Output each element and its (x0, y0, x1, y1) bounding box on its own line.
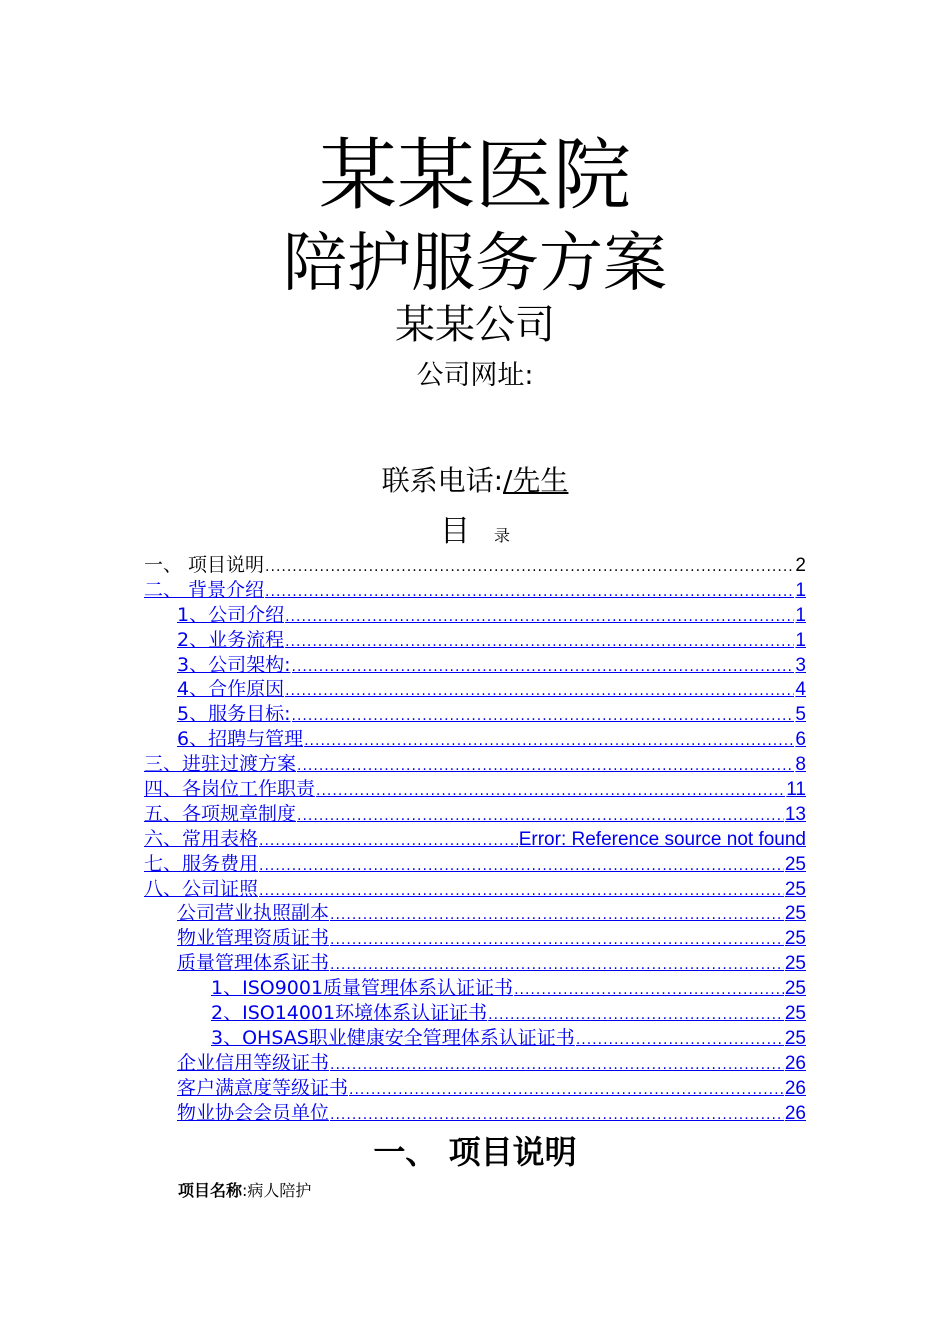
toc-leader-dots (292, 704, 795, 729)
toc-entry[interactable] (144, 976, 806, 1001)
toc-entry-label: 6、招聘与管理 (177, 728, 304, 751)
toc-entry[interactable] (144, 877, 806, 902)
toc-leader-dots (285, 630, 794, 655)
toc-entry-page: 25 (784, 878, 806, 900)
toc-leader-dots (265, 555, 794, 580)
toc-entry-label: 企业信用等级证书 (177, 1051, 330, 1074)
toc-entry-page: 25 (784, 903, 806, 925)
toc-entry-label: 2、ISO14001环境体系认证证书 (211, 1002, 488, 1025)
toc-entry-label: 三、进驻过渡方案 (144, 753, 297, 776)
toc-entry-page: 25 (784, 953, 806, 975)
toc-title-small: 录 (493, 526, 510, 545)
toc-leader-dots (330, 1053, 784, 1078)
toc-entry[interactable] (144, 1076, 806, 1101)
toc-entry-page: 25 (784, 978, 806, 1000)
toc-entry[interactable] (144, 603, 806, 628)
toc-entry-label: 一、 项目说明 (144, 554, 265, 576)
cover-title-plan: 陪护服务方案 (283, 227, 667, 301)
toc-entry-label: 1、公司介绍 (177, 603, 285, 626)
toc-entry-page: 5 (795, 704, 806, 726)
toc-entry-page: 8 (795, 754, 806, 776)
toc-entry[interactable] (144, 653, 806, 678)
toc-entry-label: 1、ISO9001质量管理体系认证证书 (211, 977, 514, 1000)
toc-title-main: 目 (439, 514, 470, 549)
toc-entry-label: 5、服务目标: (177, 703, 291, 726)
toc-leader-dots (297, 804, 784, 829)
toc-entry-page: 25 (784, 853, 806, 875)
toc-entry (144, 553, 806, 578)
toc-entry[interactable] (144, 852, 806, 877)
toc-entry-label: 八、公司证照 (144, 877, 259, 900)
toc-entry[interactable] (144, 951, 806, 976)
cover-title-hospital: 某某医院 (318, 131, 631, 221)
toc-entry-label: 物业管理资质证书 (177, 927, 330, 950)
cover-phone-label: 联系电话: (381, 464, 503, 497)
toc-leader-dots (259, 829, 518, 854)
toc-entry-label: 七、服务费用 (144, 852, 259, 875)
toc-entry-label: 客户满意度等级证书 (177, 1076, 349, 1099)
toc-leader-dots (514, 978, 784, 1003)
toc-entry[interactable] (144, 1101, 806, 1126)
cover-phone-value[interactable]: /先生 (503, 464, 569, 497)
toc-entry[interactable] (144, 1001, 806, 1026)
toc-leader-dots (292, 655, 795, 680)
toc-leader-dots (265, 580, 794, 605)
project-name-line (178, 1180, 311, 1202)
toc-entry-page: 6 (795, 729, 806, 751)
toc-leader-dots (576, 1028, 784, 1053)
toc-entry-page: 26 (784, 1052, 806, 1074)
toc-entry[interactable] (144, 578, 806, 603)
toc-entry-label: 五、各项规章制度 (144, 802, 297, 825)
toc-leader-dots (330, 903, 784, 928)
toc-entry-page: 1 (795, 579, 806, 601)
toc-entry[interactable] (144, 702, 806, 727)
toc-entry-label: 3、公司架构: (177, 653, 291, 676)
toc-entry[interactable] (144, 677, 806, 702)
section-heading: 一、 项目说明 (373, 1133, 577, 1171)
toc-entry-label: 公司营业执照副本 (177, 902, 330, 925)
toc-leader-dots (330, 953, 784, 978)
toc-entry-page: 4 (795, 679, 806, 701)
toc-entry-page: 13 (784, 803, 806, 825)
toc-leader-dots (349, 1078, 784, 1103)
toc-entry-label: 质量管理体系证书 (177, 952, 330, 975)
toc-entry-label: 物业协会会员单位 (177, 1101, 330, 1124)
cover-phone (0, 462, 950, 500)
toc-entry-page: 11 (786, 779, 806, 801)
toc-entry-page: 1 (795, 629, 806, 651)
toc-leader-dots (297, 754, 794, 779)
toc-leader-dots (330, 1103, 784, 1128)
toc-title (0, 512, 950, 556)
toc-entry-label: 二、 背景介绍 (144, 578, 265, 601)
toc-entry[interactable] (144, 777, 806, 802)
cover-company-name: 某某公司 (395, 302, 555, 348)
toc-entry-page: 26 (784, 1102, 806, 1124)
project-name-value: :病人陪护 (242, 1181, 312, 1200)
toc-entry-label: 3、OHSAS职业健康安全管理体系认证证书 (211, 1026, 575, 1049)
toc-entry-page: 2 (795, 555, 806, 576)
project-name-label: 项目名称 (178, 1181, 243, 1200)
toc-entry-label: 六、常用表格 (144, 827, 259, 850)
toc-leader-dots (259, 854, 784, 879)
toc-entry-label: 4、合作原因 (177, 678, 285, 701)
toc-entry-page: Error: Reference source not found (518, 828, 806, 850)
toc-leader-dots (304, 729, 794, 754)
toc-entry[interactable] (144, 926, 806, 951)
toc-entry[interactable] (144, 1051, 806, 1076)
toc-leader-dots (285, 679, 794, 704)
toc-entry-page: 1 (795, 604, 806, 626)
toc-entry-label: 2、业务流程 (177, 628, 285, 651)
toc-entry-page: 25 (784, 928, 806, 950)
toc-leader-dots (316, 779, 785, 804)
cover-website-label: 公司网址: (416, 360, 534, 391)
toc-entry[interactable] (144, 827, 806, 852)
table-of-contents (144, 553, 806, 1125)
toc-entry[interactable] (144, 802, 806, 827)
toc-entry[interactable] (144, 752, 806, 777)
toc-entry-label: 四、各岗位工作职责 (144, 778, 316, 801)
toc-entry-page: 25 (784, 1027, 806, 1049)
toc-entry[interactable] (144, 901, 806, 926)
toc-entry[interactable] (144, 1026, 806, 1051)
toc-entry-page: 26 (784, 1077, 806, 1099)
toc-leader-dots (285, 605, 794, 630)
toc-leader-dots (488, 1003, 784, 1028)
toc-leader-dots (330, 928, 784, 953)
toc-entry[interactable] (144, 628, 806, 653)
toc-entry-page: 3 (795, 654, 806, 676)
toc-leader-dots (259, 879, 784, 904)
toc-entry-page: 25 (784, 1003, 806, 1025)
toc-entry[interactable] (144, 727, 806, 752)
